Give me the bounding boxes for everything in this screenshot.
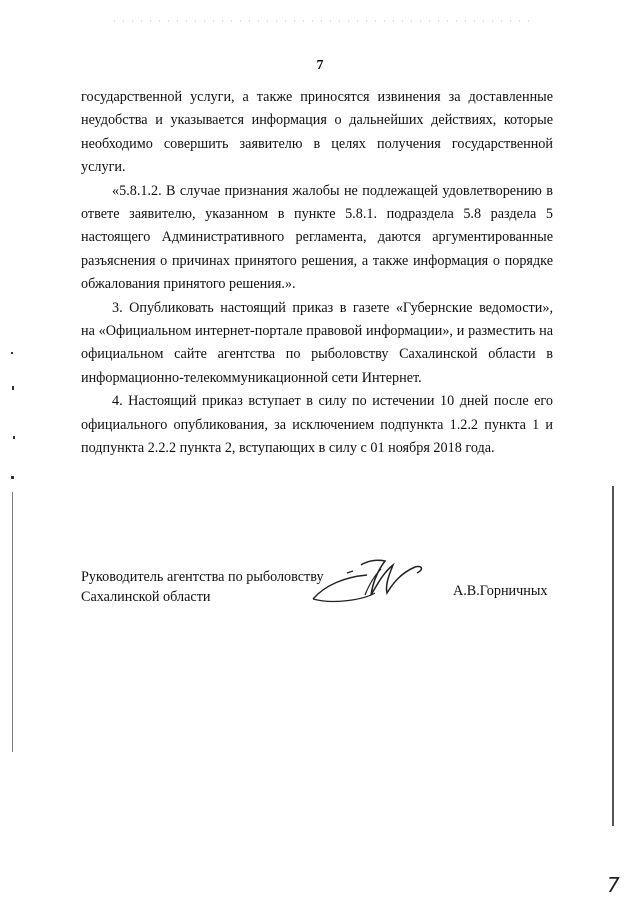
text-line: на «Официальном интернет-портале правовой информации», и разместить на (81, 323, 553, 340)
scan-noise (110, 18, 530, 24)
scan-dot (11, 476, 14, 479)
text-line: 4. Настоящий приказ вступает в силу по истечении 10 дней после его (112, 393, 553, 410)
text-line: услуги. (81, 159, 126, 176)
signatory-position (81, 567, 324, 607)
scan-dot (13, 436, 15, 439)
text-line: разъяснения о причинах принятого решения, а также информация о порядке (81, 252, 553, 269)
paragraph (81, 390, 553, 460)
paragraph (81, 86, 553, 180)
text-line: обжалования принятого решения.». (81, 276, 296, 293)
text-line: «5.8.1.2. В случае признания жалобы не подлежащей удовлетворению в (112, 182, 553, 199)
scan-edge-left (12, 492, 13, 752)
text-line: неудобства и указывается информация о дальнейших действиях, которые (81, 112, 553, 129)
text-line: 3. Опубликовать настоящий приказ в газете «Губернские ведомости», (112, 299, 553, 316)
handwritten-signature (305, 555, 435, 615)
text-line: подпункта 2.2.2 пункта 2, вступающих в силу с 01 ноября 2018 года. (81, 440, 495, 457)
signatory-position-line-2: Сахалинской области (81, 589, 211, 605)
text-line: ответе заявителю, указанном в пункте 5.8.1. подраздела 5.8 раздела 5 (81, 206, 553, 223)
signatory-position-line-1: Руководитель агентства по рыболовству (81, 569, 324, 585)
scan-dot (11, 352, 13, 354)
text-line: информационно-телекоммуникационной сети Интернет. (81, 369, 422, 386)
text-line: государственной услуги, а также приносятся извинения за доставленные (81, 89, 553, 105)
body-text (81, 86, 553, 461)
text-line: официального опубликования, за исключением подпункта 1.2.2 пункта 1 и (81, 416, 553, 433)
text-line: официальном сайте агентства по рыболовству Сахалинской области в (81, 346, 553, 363)
signature-block (81, 567, 561, 627)
paragraph (81, 297, 553, 391)
text-line: настоящего Административного регламента, даются аргументированные (81, 229, 553, 246)
text-line: необходимо совершить заявителю в целях получения государственной (81, 135, 553, 152)
corner-handwritten-number: 7 (607, 873, 620, 897)
paragraph (81, 180, 553, 297)
signatory-name: А.В.Горничных (453, 583, 548, 599)
scan-edge-right (612, 486, 614, 826)
scan-dot (12, 386, 14, 390)
page-number: 7 (316, 58, 324, 73)
